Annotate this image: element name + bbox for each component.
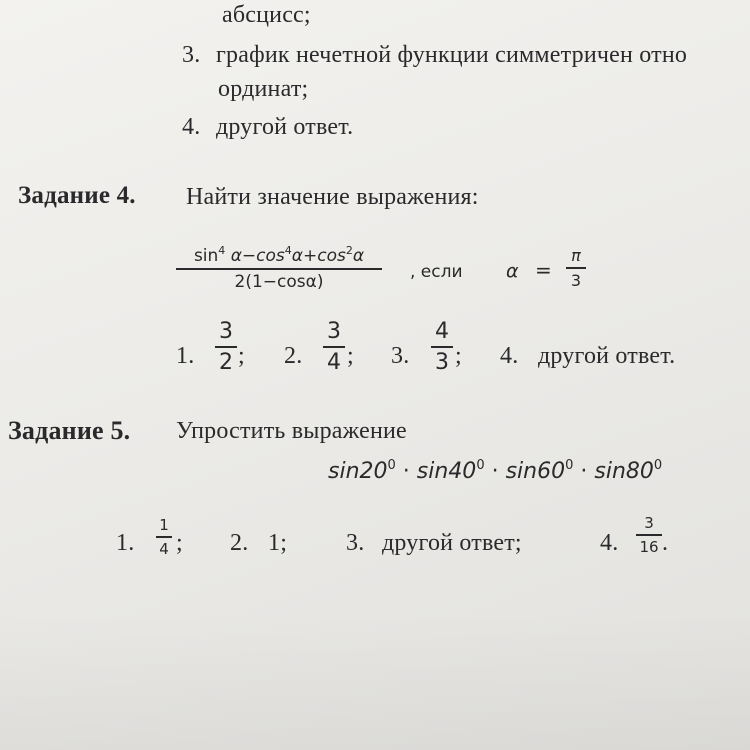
task4-answer-3-separator: ; bbox=[455, 343, 462, 369]
task5-answer-1-number: 1. bbox=[116, 530, 135, 556]
task4-answer-3-number: 3. bbox=[391, 343, 410, 369]
task4-alpha-value: π 3 bbox=[566, 246, 586, 290]
task4-answer-1-number: 1. bbox=[176, 343, 195, 369]
task3-option-4-text: другой ответ. bbox=[216, 114, 354, 140]
task4-expression bbox=[176, 244, 382, 292]
task4-expression-numerator: $\sin^4 \alpha-\cos^4\alpha+\cos^2\alpha$ bbox=[193, 244, 365, 266]
task4-prompt: Найти значение выражения: bbox=[186, 184, 479, 210]
task5-answer-4-number: 4. bbox=[600, 530, 619, 556]
task5-answer-2-text: 1; bbox=[268, 530, 288, 556]
task4-answer-2-fraction: 3 4 bbox=[323, 319, 345, 375]
task4-answer-1-fraction: 3 2 bbox=[215, 319, 237, 375]
task5-answer-4-separator: . bbox=[662, 530, 669, 556]
task4-answer-2-number: 2. bbox=[284, 343, 303, 369]
task5-answer-2-number: 2. bbox=[230, 530, 249, 556]
task4-answer-4-text: другой ответ. bbox=[538, 343, 676, 369]
task4-answer-3-fraction: 4 3 bbox=[431, 319, 453, 375]
task5-prompt: Упростить выражение bbox=[176, 418, 407, 444]
task4-expression-denominator: 2(1−cosα) bbox=[234, 271, 324, 292]
task4-answer-1-separator: ; bbox=[238, 343, 245, 369]
task3-option-3-number: 3. bbox=[182, 42, 201, 68]
task5-title: Задание 5. bbox=[8, 416, 131, 445]
task4-alpha-variable: α bbox=[506, 260, 519, 282]
task5-expression: $\sin 20^0 \cdot \sin 40^0 \cdot \sin 60^0 \cdot \sin 80^0$ bbox=[328, 458, 663, 484]
task5-answer-1-separator: ; bbox=[176, 530, 183, 556]
task4-title: Задание 4. bbox=[18, 182, 136, 209]
paper-shadow bbox=[0, 610, 750, 750]
task3-option-4-number: 4. bbox=[182, 114, 201, 140]
task5-answer-3-number: 3. bbox=[346, 530, 365, 556]
task4-equals-sign: = bbox=[535, 258, 552, 282]
task4-answer-2-separator: ; bbox=[347, 343, 354, 369]
task4-fraction-bar bbox=[176, 268, 382, 270]
task3-option-3-text: график нечетной функции симметричен отно bbox=[216, 42, 688, 68]
task3-line-abscissa: абсцисс; bbox=[222, 2, 311, 28]
task5-answer-1-fraction: 1 4 bbox=[156, 516, 172, 558]
task4-answer-4-number: 4. bbox=[500, 343, 519, 369]
task5-answer-3-text: другой ответ; bbox=[382, 530, 522, 556]
task5-answer-4-fraction: 3 16 bbox=[636, 514, 662, 556]
task3-option-3-text-cont: ординат; bbox=[218, 76, 309, 102]
task4-if-label: , если bbox=[410, 262, 463, 282]
